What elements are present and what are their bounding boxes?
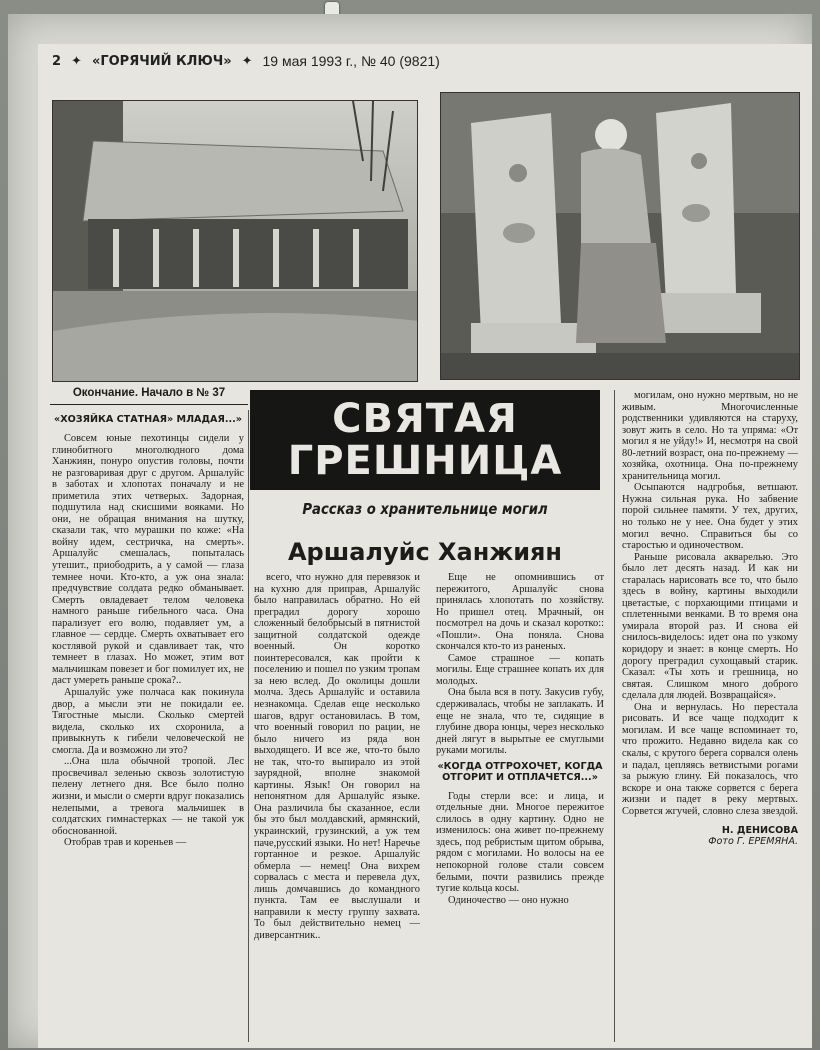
- star-icon: ✦: [241, 53, 253, 69]
- paragraph: Отобрав трав и кореньев —: [64, 837, 187, 849]
- paragraph: Годы стерли все: и лица, и отдельные дни. Многое пережитое слилось в одну картину. Одно не изменилось: она живет по-прежнему здесь, под ребристым щитом обрыва, рядом с могилами. Но волосы на ее непокорной голове стали совсем белыми, почти развились прежде тугие кольца косы.: [436, 790, 604, 895]
- paragraph: Раньше рисовала акварелью. Это было лет десять назад. И как ни старалась нарисовать все то, что было здесь в войну, картины выходили цветастые, с порхающими птицами и сплетенными венками. В то время она умирала второй раз. И снова ей снилось-виделось: идет она по узкому коридору и знает: в конце смерть. Но дорогу преградил сухощавый старик. Сказал: «Ты хоть и грешница, но святая. Слишком много доброго сделала для людей. Возвращайся».: [622, 551, 798, 702]
- paragraph: Она была вся в поту. Закусив губу, сдерживалась, чтобы не заплакать. И еще не знала, что те, сидящие в глубине двора юнцы, через несколько дней лягут в вырытые ее смуглыми руками могилы.: [436, 687, 604, 757]
- page-number: 2: [52, 53, 62, 69]
- paragraph: Одиночество — оно нужно: [448, 894, 569, 906]
- byline: [622, 825, 798, 847]
- paragraph: Осыпаются надгробья, ветшают. Нужна сильная рука. Но забвение порой сильнее памяти. У тех, других, но только не у нее. Она будет у этих могил вечно. Справиться бы со старостью и одиночеством.: [622, 482, 798, 552]
- paragraph: Аршалуйс уже полчаса как покинула двор, а мысли эти не покидали ее. Тягостные мысли. Сколько смертей видела, сколько их схоронила, а привыкнуть к гибели человеческой не смогла. Да и возможно ли это?: [52, 687, 244, 756]
- column-1: [52, 410, 244, 1042]
- paragraph: могилам, оно нужно мертвым, но не живым. Многочисленные родственники удивляются на старуху, зовут жить в село. Но та упряма: «От могил я не уйду!» И, несмотря на свой 80-летний возраст, она по-прежнему — хозяйка, охотница. Она по-прежнему хранительница могил.: [622, 390, 798, 482]
- star-icon: ✦: [71, 53, 82, 69]
- paragraph: Совсем юные пехотинцы сидели у глинобитного многолюдного дома Ханжиян, понуро опустив головы, почти не разговаривая друг с другом. Аршалуйс в заботах и хлопотах поначалу и не приметила этих четверых. Задорная, подшутила над скисшими вояками. Но они, не обращая внимания на шутку, сказали так, что мурашки по коже: «На войну идем, сестричка, на смерть». Аршалуйс смешалась, попыталась утешит., приободрить, а у самой — глаза темнее ночи. Кто-кто, а уж она знала: предчувствие солдата редко обманывает. Смерть овладевает телом человека намного раньше гибельного часа. Она парализует его волю, подавляет ум, а главное — сердце. Смерть охватывает его костлявой рукой и сдавливает так, что темнеет в глазах. Но может, этим вот мальчишкам повезет и бог помилует их, не даст умереть раньше срока?..: [52, 433, 244, 687]
- photo-credit: Фото Г. ЕРЕМЯНА.: [708, 836, 798, 848]
- article-title: [250, 390, 600, 490]
- column-3: [436, 572, 604, 1042]
- column-2: [254, 572, 420, 1042]
- article-subtitle: Рассказ о хранительнице могил: [302, 500, 548, 518]
- column-rule: [614, 390, 615, 1042]
- article-heading-name: Аршалуйс Ханжиян: [287, 538, 563, 566]
- subheading: «ХОЗЯЙКА СТАТНАЯ» МЛАДАЯ...»: [54, 414, 242, 425]
- newspaper-page: [38, 44, 812, 1048]
- byline-author: Н. ДЕНИСОВА: [721, 825, 798, 837]
- title-line-2: ГРЕШНИЦА: [287, 438, 563, 484]
- paragraph: Она и вернулась. Но перестала рисовать. И все чаще подходит к могилам. И все чаще вспоминает то, что прожито. Недавно видела как со скалы, с крутого берега сорвался олень и падал, цепляясь ветвистыми рогами за рыжую глину. Ей показалось, что вскоре и она также сорвется с берега жизни и падет в реку мертвых. Сорвется жгучей, словно слеза звездой.: [622, 701, 798, 817]
- newspaper-sheet: [8, 14, 812, 1048]
- continuation-note: Окончание. Начало в № 37: [50, 387, 248, 405]
- subheading: «КОГДА ОТГРОХОЧЕТ, КОГДА ОТГОРИТ И ОТПЛАЧЕТСЯ...»: [437, 760, 603, 783]
- title-line-1: СВЯТАЯ: [332, 396, 518, 442]
- column-rule: [248, 410, 249, 1042]
- house-photo: [52, 100, 418, 382]
- paragraph: Еще не опомнившись от пережитого, Аршалуйс снова принялась хлопотать по хозяйству. Но пришел отец. Мрачный, он посмотрел на дочь и сказал коротко:: «Пошли». Она поняла. Снова скончался кто-то из раненых.: [436, 572, 604, 653]
- column-4: [622, 390, 798, 1042]
- paragraph: ...Она шла обычной тропой. Лес просвечивал зеленью сквозь золотистую пелену летнего дня. Все было полно жизни, и мысли о смерти вдруг показались нелепыми, а тревога мальчишек в солдатских гимнастерках — не такой уж обоснованной.: [52, 756, 244, 837]
- graves-photo: [440, 92, 800, 380]
- issue-date: 19 мая 1993 г., № 40 (9821): [262, 53, 440, 69]
- paper-name: «ГОРЯЧИЙ КЛЮЧ»: [91, 53, 232, 69]
- paragraph: Самое страшное — копать могилы. Еще страшнее копать их для молодых.: [436, 652, 604, 687]
- masthead: [52, 50, 792, 72]
- paragraph: всего, что нужно для перевязок и на кухню для приправ, Аршалуйс было направилась обратно. Но ей преградил дорогу хорошо сложенный белобрысый в пятнистой защитной солдатской одежде военный. Он коротко поинтересовался, как пройти к поселению и пошел по узким тропам за нею вслед. До околицы дошли молча. Здесь Аршалуйс и оставила незнакомца. Сделав еще несколько шагов, вдруг остановилась. В том, что военный говорил по рации, не было ничего из ряда вон выходящего. И все же, что-то было не так, что-то выпирало из этой заурядной, вполне знакомой картины. Язык! Он говорил на непонятном для Аршалуйс языке. Она различила бы сказанное, если бы это был молдавский, армянский, украинский, грузинский, а уж тем паче,русский языки. Но нет! Наречье гортанное и резкое. Аршалуйс обмерла — немец! Она вихрем сорвалась с места и перевела дух, лишь домчавшись до командного пункта. Там ее выслушали и направили к месту группу захвата. То был действительно немец — диверсантник..: [254, 572, 420, 941]
